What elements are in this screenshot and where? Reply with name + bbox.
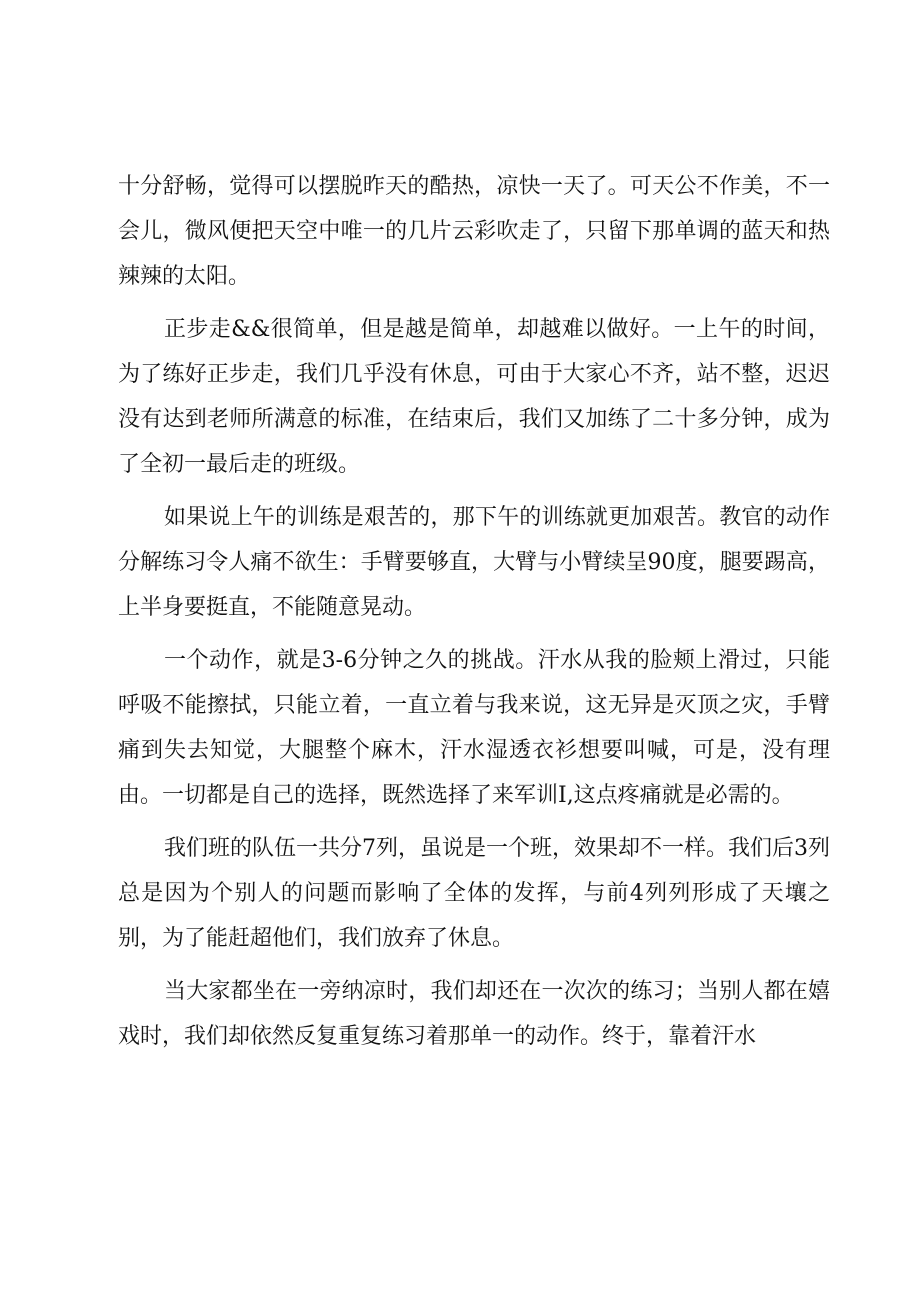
paragraph: 正步走&&很简单，但是越是简单，却越难以做好。一上午的时间，为了练好正步走，我们几乎没有休息，可由于大家心不齐，站不整，迟迟没有达到老师所满意的标准，在结束后，我们又加练了二十多分钟，成为了全初一最后走的班级。 <box>118 317 830 477</box>
paragraph: 一个动作，就是3-6分钟之久的挑战。汗水从我的脸颊上滑过，只能呼吸不能擦拭，只能立着，一直立着与我来说，这无异是灭顶之灾，手臂痛到失去知觉，大腿整个麻木，汗水湿透衣衫想要叫喊，可是，没有理由。一切都是自己的选择，既然选择了来军训I,这点疼痛就是必需的。 <box>118 648 830 808</box>
paragraph: 我们班的队伍一共分7列，虽说是一个班，效果却不一样。我们后3列总是因为个别人的问题而影响了全体的发挥，与前4列列形成了天壤之别，为了能赶超他们，我们放弃了休息。 <box>118 836 830 951</box>
document-body <box>118 164 830 1067</box>
paragraph-continuation: 十分舒畅，觉得可以摆脱昨天的酷热，凉快一天了。可天公不作美，不一会儿，微风便把天空中唯一的几片云彩吹走了，只留下那单调的蓝天和热辣辣的太阳。 <box>118 174 830 289</box>
paragraph: 如果说上午的训练是艰苦的，那下午的训练就更加艰苦。教官的动作分解练习令人痛不欲生：手臂要够直，大臂与小臂续呈90度，腿要踢高，上半身要挺直，不能随意晃动。 <box>118 505 830 620</box>
paragraph: 当大家都坐在一旁纳凉时，我们却还在一次次的练习；当别人都在嬉戏时，我们却依然反复重复练习着那单一的动作。终于，靠着汗水 <box>118 979 830 1049</box>
